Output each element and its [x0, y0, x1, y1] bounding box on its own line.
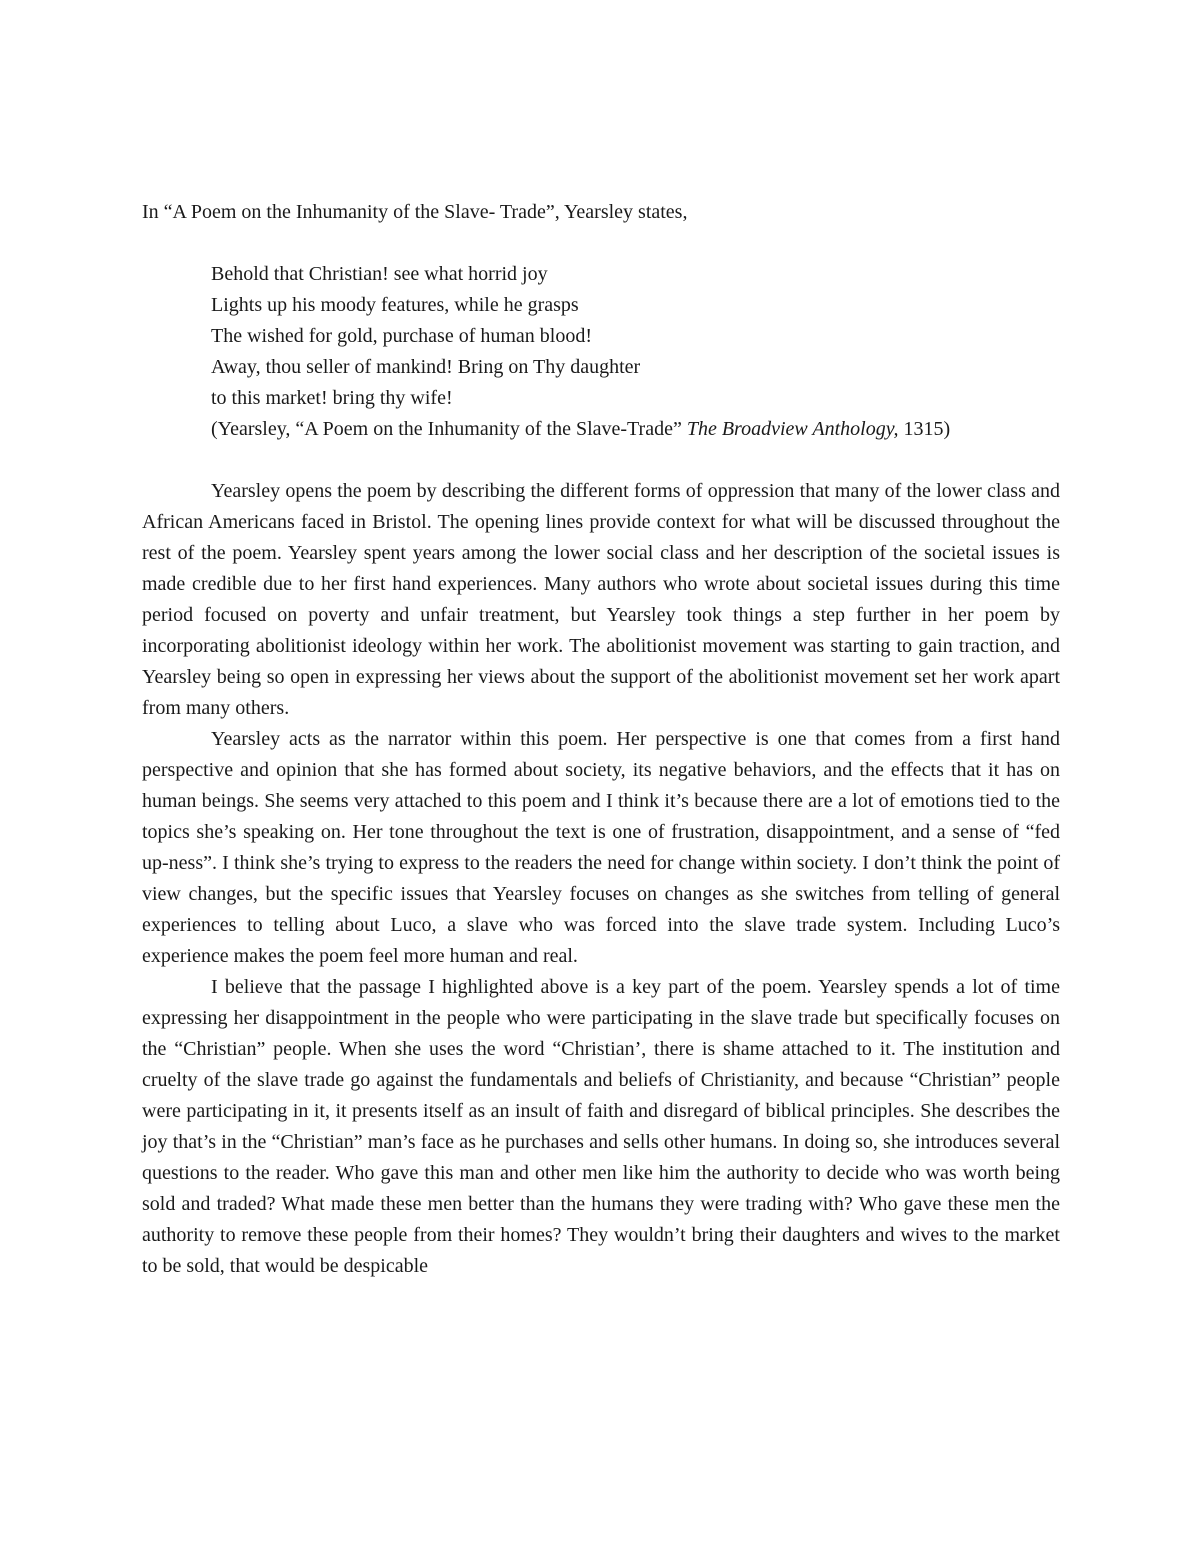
quote-line: to this market! bring thy wife! — [211, 387, 453, 409]
quote-line: Away, thou seller of mankind! Bring on Thy daughter — [211, 356, 641, 378]
quote-citation — [211, 414, 1060, 445]
citation-page: 1315) — [898, 418, 951, 440]
quote-line: The wished for gold, purchase of human blood! — [211, 325, 593, 347]
body-paragraph: Yearsley acts as the narrator within this poem. Her perspective is one that comes from a first hand perspective and opinion that she has formed about society, its negative behaviors, and the effects that it has on human beings. She seems very attached to this poem and I think it’s because there are a lot of emotions tied to the topics she’s speaking on. Her tone throughout the text is one of frustration, disappointment, and a sense of “fed up-ness”. I think she’s trying to express to the readers the need for change within society. I don’t think the point of view changes, but the specific issues that Yearsley focuses on changes as she switches from telling of general experiences to telling about Luco, a slave who was forced into the slave trade system. Including Luco’s experience makes the poem feel more human and real. — [142, 728, 1060, 967]
document-body — [142, 197, 1060, 1282]
citation-text: (Yearsley, “A Poem on the Inhumanity of the Slave-Trade” — [211, 418, 687, 440]
body-paragraph: Yearsley opens the poem by describing the different forms of oppression that many of the lower class and African Americans faced in Bristol. The opening lines provide context for what will be discussed throughout the rest of the poem. Yearsley spent years among the lower social class and her description of the societal issues is made credible due to her first hand experiences. Many authors who wrote about societal issues during this time period focused on poverty and unfair treatment, but Yearsley took things a step further in her poem by incorporating abolitionist ideology within her work. The abolitionist movement was starting to gain traction, and Yearsley being so open in expressing her views about the support of the abolitionist movement set her work apart from many others. — [142, 480, 1060, 719]
quote-line: Behold that Christian! see what horrid joy — [211, 263, 548, 285]
quote-line: Lights up his moody features, while he grasps — [211, 294, 579, 316]
body-paragraph: I believe that the passage I highlighted above is a key part of the poem. Yearsley spends a lot of time expressing her disappointment in the people who were participating in the slave trade but specifically focuses on the “Christian” people. When she uses the word “Christian’, there is shame attached to it. The institution and cruelty of the slave trade go against the fundamentals and beliefs of Christianity, and because “Christian” people were participating in it, it presents itself as an insult of faith and disregard of biblical principles. She describes the joy that’s in the “Christian” man’s face as he purchases and sells other humans. In doing so, she introduces several questions to the reader. Who gave this man and other men like him the authority to decide who was worth being sold and traded? What made these men better than the humans they were trading with? Who gave these men the authority to remove these people from their homes? They wouldn’t bring their daughters and wives to the market to be sold, that would be despicable — [142, 976, 1060, 1277]
poem-block-quote — [211, 259, 1060, 445]
intro-sentence: In “A Poem on the Inhumanity of the Slave- Trade”, Yearsley states, — [142, 201, 688, 223]
citation-source-title: The Broadview Anthology, — [686, 418, 899, 440]
